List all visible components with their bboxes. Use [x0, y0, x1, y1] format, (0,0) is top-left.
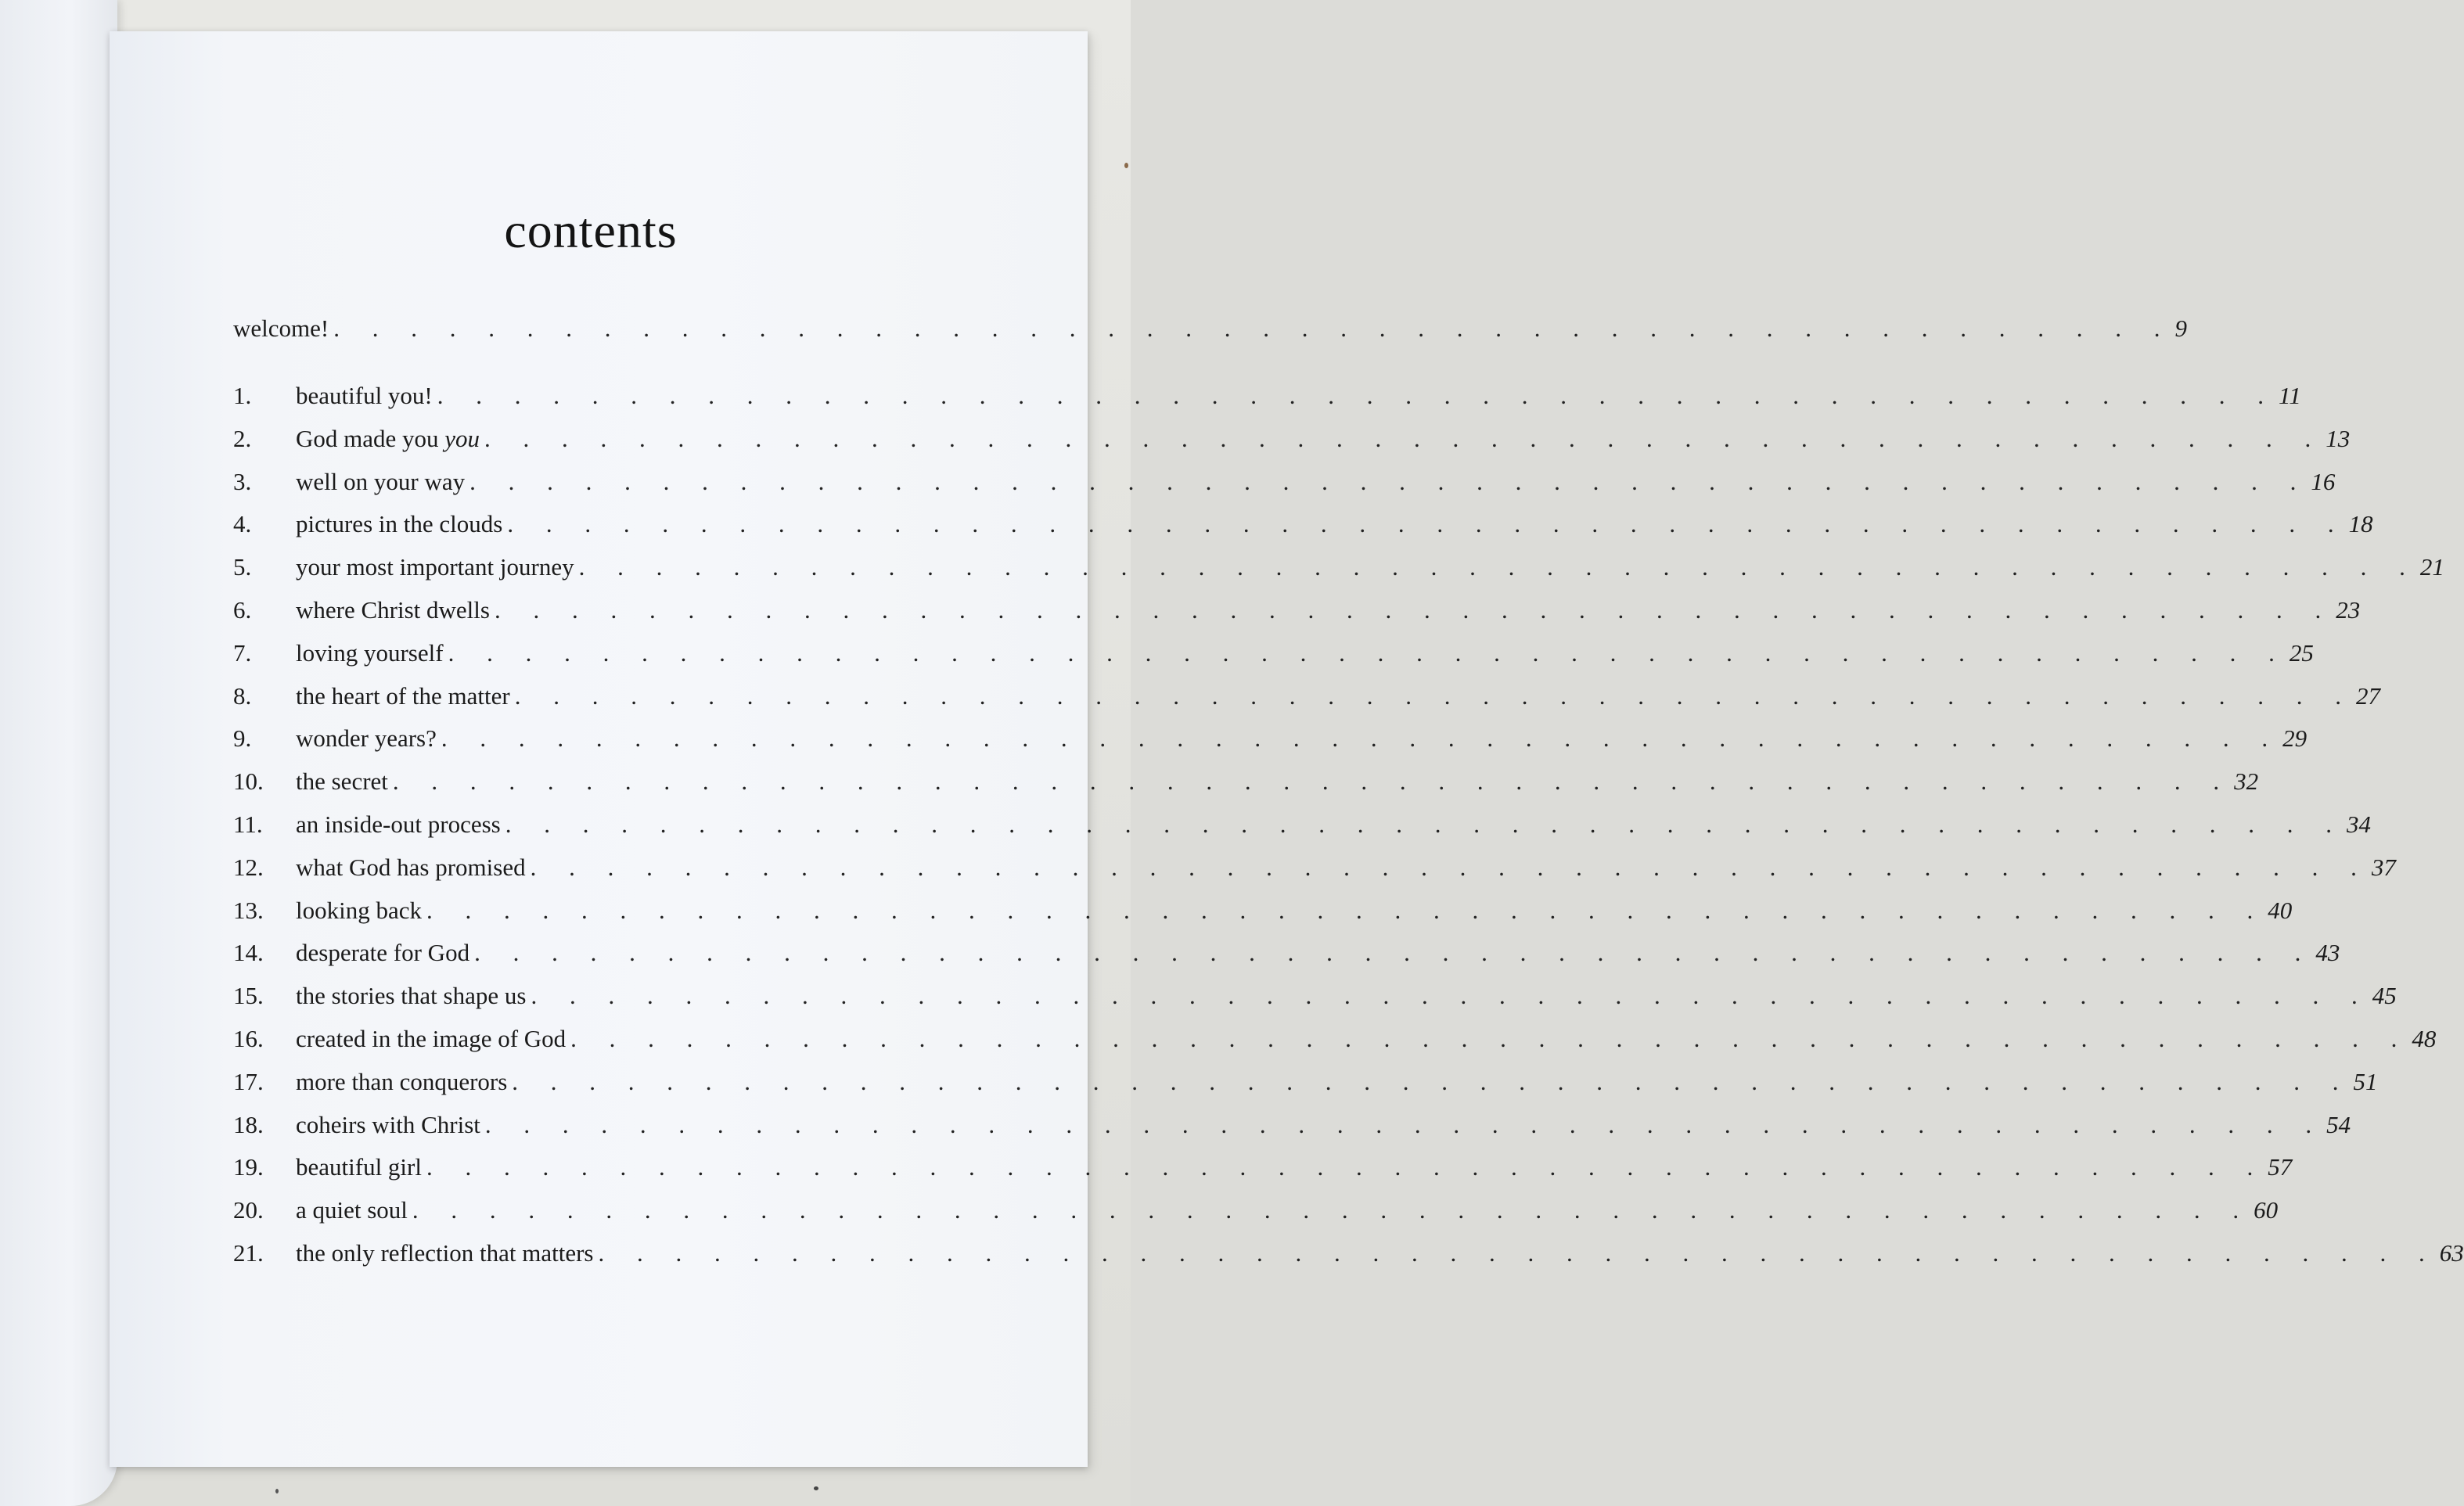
dot-leader: . . . . . . . . . . . . . . . . . . . . . . . . . . . . . . . . . . . . . . . . . . . . . . . .: [505, 811, 2345, 838]
toc-entry-number: 6.: [233, 596, 252, 624]
toc-entry-page: 51: [2353, 1067, 2378, 1095]
toc-entry-label: [296, 422, 484, 456]
toc-entry: [233, 893, 2293, 928]
toc-entry: [233, 507, 2373, 541]
toc-entry-page: 27: [2355, 681, 2380, 710]
dot-leader: . . . . . . . . . . . . . . . . . . . . . . . . . . . . . . . . . . . . . . . . . . . . . . . .: [412, 1196, 2253, 1224]
toc-entry-page: 23: [2336, 596, 2361, 624]
toc-entry-label-text: where Christ dwells: [296, 596, 490, 624]
toc-entry-number: 4.: [233, 510, 252, 538]
dot-leader: . . . . . . . . . . . . . . . . . . . . . . . . . . . . . . . . . . . . . . . . . . . . . . . .: [474, 939, 2315, 967]
toc-entry-label: [296, 1193, 412, 1227]
dot-leader: . . . . . . . . . . . . . . . . . . . . . . . . . . . . . . . . . . . . . . . . . . . . . . . .: [484, 424, 2325, 452]
dot-leader: . . . . . . . . . . . . . . . . . . . . . . . . . . . . . . . . . . . . . . . . . . . . . . . .: [437, 382, 2278, 409]
toc-entry-label: welcome!: [233, 314, 329, 342]
toc-entry-label-text: the only reflection that matters: [296, 1239, 594, 1267]
toc-entry-label: [296, 1065, 512, 1099]
dot-leader: . . . . . . . . . . . . . . . . . . . . . . . . . . . . . . . . . . . . . . . . . . . . . . . .: [392, 767, 2233, 796]
dot-leader: . . . . . . . . . . . . . . . . . . . . . . . . . . . . . . . . . . . . . . . . . . . . . . . .: [512, 1067, 2352, 1095]
toc-entry-page: 63: [2439, 1239, 2464, 1267]
dust-speck: [814, 1486, 818, 1490]
toc-entry: [233, 721, 2308, 756]
toc-entry-page: 37: [2371, 853, 2396, 881]
toc-entry-label-text: more than conquerors: [296, 1067, 508, 1095]
toc-entry-number: 3.: [233, 467, 252, 495]
dot-leader: . . . . . . . . . . . . . . . . . . . . . . . . . . . . . . . . . . . . . . . . . . . . . . . .: [333, 314, 2174, 342]
toc-entry-page: 25: [2289, 638, 2314, 667]
toc-entry: [233, 550, 2444, 584]
toc-entry-label: [296, 893, 426, 928]
toc-entry-number: 20.: [233, 1196, 264, 1224]
dot-leader: . . . . . . . . . . . . . . . . . . . . . . . . . . . . . . . . . . . . . . . . . . . . . . . .: [598, 1239, 2438, 1267]
toc-entry-page: 34: [2346, 811, 2371, 838]
dust-speck: [1124, 163, 1128, 168]
toc-entry-label-text: the secret: [296, 767, 388, 796]
toc-entry: [233, 850, 2396, 885]
dot-leader: . . . . . . . . . . . . . . . . . . . . . . . . . . . . . . . . . . . . . . . . . . . . . . . .: [507, 510, 2347, 538]
dot-leader: . . . . . . . . . . . . . . . . . . . . . . . . . . . . . . . . . . . . . . . . . . . . . . . .: [494, 596, 2335, 624]
toc-entry-number: 19.: [233, 1153, 264, 1181]
toc-entry-label-text: beautiful girl: [296, 1153, 422, 1181]
toc-entry-page: 32: [2234, 767, 2259, 796]
toc-entry-page: 57: [2268, 1153, 2293, 1181]
dot-leader: . . . . . . . . . . . . . . . . . . . . . . . . . . . . . . . . . . . . . . . . . . . . . . . .: [469, 467, 2310, 495]
toc-entry-page: 9: [2174, 314, 2187, 342]
dust-speck: [275, 1489, 279, 1493]
toc-entry: [233, 422, 2351, 456]
toc-entry: [233, 1108, 2351, 1142]
toc-entry-number: 13.: [233, 896, 264, 924]
toc-entry-label: [296, 936, 474, 970]
dot-leader: . . . . . . . . . . . . . . . . . . . . . . . . . . . . . . . . . . . . . . . . . . . . . . . .: [531, 982, 2371, 1010]
toc-entry-label-text: the stories that shape us: [296, 982, 527, 1010]
toc-entry: [233, 936, 2340, 970]
dot-leader: . . . . . . . . . . . . . . . . . . . . . . . . . . . . . . . . . . . . . . . . . . . . . . . .: [484, 1110, 2326, 1138]
toc-entry-label-text: your most important journey: [296, 553, 574, 581]
dot-leader: . . . . . . . . . . . . . . . . . . . . . . . . . . . . . . . . . . . . . . . . . . . . . . . .: [530, 853, 2370, 881]
toc-entry-number: 14.: [233, 939, 264, 967]
toc-entry-label-text: well on your way: [296, 467, 466, 495]
toc-entry: [233, 679, 2380, 713]
toc-entry: [233, 1150, 2293, 1184]
toc-entry-label-text: pictures in the clouds: [296, 510, 503, 538]
toc-entry-page: 16: [2311, 467, 2336, 495]
toc-entry-number: 2.: [233, 424, 252, 452]
toc-entry: [233, 465, 2336, 499]
toc-entry-label: [296, 465, 469, 499]
toc-entry: [233, 979, 2397, 1013]
toc-entry: [233, 379, 2301, 413]
toc-entry: [233, 636, 2314, 670]
toc-entry-label: [296, 507, 507, 541]
toc-entry-page: 48: [2412, 1025, 2437, 1052]
toc-entry-number: 17.: [233, 1067, 264, 1095]
toc-entry-page: 40: [2268, 896, 2293, 924]
toc-entry-label-text: a quiet soul: [296, 1196, 408, 1224]
toc-entry-page: 54: [2326, 1110, 2351, 1138]
dot-leader: . . . . . . . . . . . . . . . . . . . . . . . . . . . . . . . . . . . . . . . . . . . . . . . .: [426, 1153, 2267, 1181]
toc-entry-page: 18: [2348, 510, 2373, 538]
toc-entry-label-text: an inside-out process: [296, 811, 501, 838]
toc-entry-number: 5.: [233, 553, 252, 581]
toc-entry-label: [296, 1108, 485, 1142]
toc-entry: [233, 764, 2259, 799]
toc-entry-label: [296, 679, 515, 713]
toc-entry-page: 13: [2326, 424, 2351, 452]
toc-entry-number: 21.: [233, 1239, 264, 1267]
toc-entry-label: [296, 764, 393, 799]
toc-entry-page: 60: [2254, 1196, 2279, 1224]
toc-entry-page: 45: [2372, 982, 2397, 1010]
toc-entry-number: 9.: [233, 724, 252, 753]
toc-entry-label-text: the heart of the matter: [296, 681, 510, 710]
dot-leader: . . . . . . . . . . . . . . . . . . . . . . . . . . . . . . . . . . . . . . . . . . . . . . . .: [578, 553, 2419, 581]
toc-entry-label: [296, 1236, 598, 1271]
toc-entry-number: 10.: [233, 767, 264, 796]
toc-entry-label-text: beautiful you!: [296, 382, 433, 409]
toc-entry-label: [296, 550, 579, 584]
toc-entry-number: 18.: [233, 1110, 264, 1138]
toc-entry: [233, 1065, 2378, 1099]
toc-entry-label-text: what God has promised: [296, 853, 526, 881]
toc-entry-number: 7.: [233, 638, 252, 667]
dot-leader: . . . . . . . . . . . . . . . . . . . . . . . . . . . . . . . . . . . . . . . . . . . . . . . .: [441, 724, 2282, 753]
toc-entry: [233, 1022, 2437, 1056]
toc-entry-label-text: desperate for God: [296, 939, 470, 967]
toc-entry-number: 8.: [233, 681, 252, 710]
toc-entry-label-text: created in the image of God: [296, 1025, 567, 1052]
toc-entry-label: [296, 1022, 570, 1056]
toc-entry-label-text: looking back: [296, 896, 422, 924]
toc-entry-label-text: coheirs with Christ: [296, 1110, 480, 1138]
toc-entry-label-text: God made you: [296, 424, 445, 452]
toc-entry-label-emphasis: you: [444, 424, 480, 452]
toc-entry: [233, 807, 2371, 842]
toc-entry-label: [296, 807, 505, 842]
dot-leader: . . . . . . . . . . . . . . . . . . . . . . . . . . . . . . . . . . . . . . . . . . . . . . . .: [514, 681, 2354, 710]
toc-entry-label: [296, 721, 441, 756]
page-title: contents: [504, 203, 678, 258]
toc-entry-number: 11.: [233, 811, 263, 838]
toc-entry-label: [296, 593, 495, 627]
toc-entry-label: [296, 850, 531, 885]
dot-leader: . . . . . . . . . . . . . . . . . . . . . . . . . . . . . . . . . . . . . . . . . . . . . . . .: [570, 1025, 2411, 1052]
toc-entry-page: 21: [2419, 553, 2444, 581]
toc-entry-page: 43: [2315, 939, 2340, 967]
toc-entry-page: 29: [2282, 724, 2308, 753]
dot-leader: . . . . . . . . . . . . . . . . . . . . . . . . . . . . . . . . . . . . . . . . . . . . . . . .: [448, 638, 2288, 667]
toc-entry-label: [296, 379, 437, 413]
toc-entry-number: 12.: [233, 853, 264, 881]
toc-entry: [233, 593, 2361, 627]
toc-entry: [233, 1236, 2464, 1271]
toc-entry-label-text: wonder years?: [296, 724, 437, 753]
toc-entry-label: [296, 979, 531, 1013]
toc-entry-label-text: loving yourself: [296, 638, 444, 667]
dot-leader: . . . . . . . . . . . . . . . . . . . . . . . . . . . . . . . . . . . . . . . . . . . . . . . .: [426, 896, 2267, 924]
toc-entry-welcome: [233, 311, 2187, 346]
toc-entry: [233, 1193, 2279, 1227]
toc-entry-label: [296, 636, 448, 670]
toc-entry-label: [296, 1150, 426, 1184]
toc-entry-number: 15.: [233, 982, 264, 1010]
toc-entry-page: 11: [2279, 382, 2301, 409]
toc-entry-number: 1.: [233, 382, 252, 409]
toc-entry-number: 16.: [233, 1025, 264, 1052]
